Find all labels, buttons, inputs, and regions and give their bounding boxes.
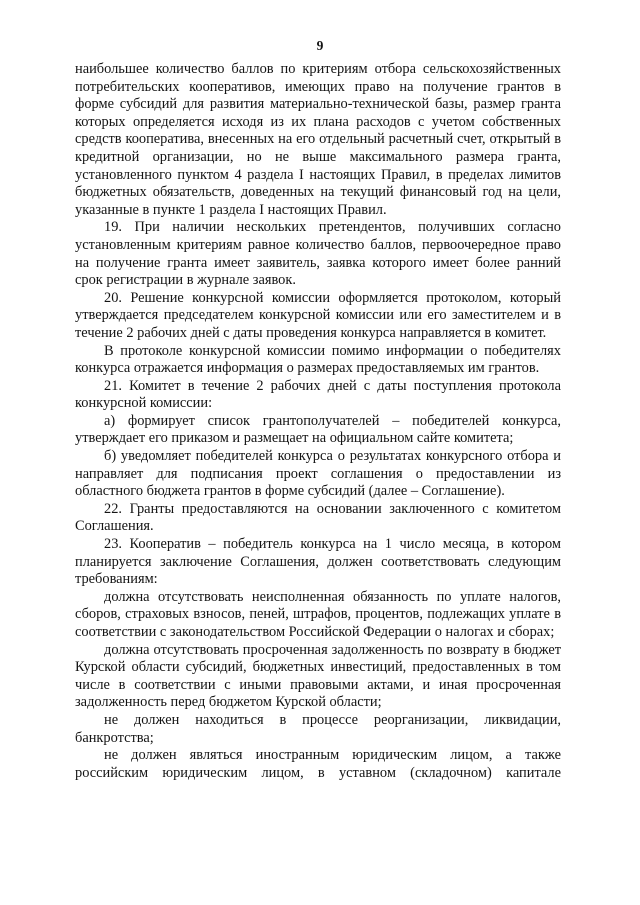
document-body: [75, 61, 561, 782]
paragraph-20: 20. Решение конкурсной комиссии оформляется протоколом, который утверждается председателем конкурсной комиссии или его заместителем и в течение 2 рабочих дней с даты проведения конкурса направляется в комитет.: [75, 289, 561, 341]
paragraph-19: 19. При наличии нескольких претендентов, получивших согласно установленным критериям равное количество баллов, первоочередное право на получение гранта имеет заявитель, заявка которого имеет более ранний срок регистрации в журнале заявок.: [75, 219, 561, 289]
requirement-not-foreign-entity: не должен являться иностранным юридическим лицом, а также российским юридическим лицом, в уставном (складочном) капитале: [75, 747, 561, 781]
paragraph-21: 21. Комитет в течение 2 рабочих дней с даты поступления протокола конкурсной комиссии:: [75, 377, 561, 412]
page-number: 9: [316, 38, 324, 53]
paragraph-23: 23. Кооператив – победитель конкурса на 1 число месяца, в котором планируется заключение Соглашения, должен соответствовать следующим требованиям:: [75, 536, 561, 588]
paragraph-protocol-info: В протоколе конкурсной комиссии помимо информации о победителях конкурса отражается информация о размерах предоставляемых им грантов.: [75, 342, 561, 377]
paragraph-22: 22. Гранты предоставляются на основании заключенного с комитетом Соглашения.: [75, 500, 561, 535]
requirement-no-tax-debt: должна отсутствовать неисполненная обязанность по уплате налогов, сборов, страховых взносов, пеней, штрафов, процентов, подлежащих уплате в соответствии с законодательством Российской Федерации о налогах и сборах;: [75, 588, 561, 640]
paragraph-21b: б) уведомляет победителей конкурса о результатах конкурсного отбора и направляет для подписания проект соглашения о предоставлении из областного бюджета грантов в форме субсидий (далее – Соглашение).: [75, 448, 561, 500]
paragraph-continuation: наибольшее количество баллов по критериям отбора сельскохозяйственных потребительских кооперативов, имеющих право на получение грантов в форме субсидий для развития материально-технической базы, размер гранта которых определяется исходя из их плана расходов с учетом собственных средств кооператива, внесенных на его отдельный расчетный счет, открытый в кредитной организации, но не выше максимального размера гранта, установленного пунктом 4 раздела I настоящих Правил, в пределах лимитов бюджетных обязательств, доведенных на текущий финансовый год на цели, указанные в пункте 1 раздела I настоящих Правил.: [75, 61, 561, 218]
requirement-no-overdue-debt: должна отсутствовать просроченная задолженность по возврату в бюджет Курской области субсидий, бюджетных инвестиций, предоставленных в том числе в соответствии с иными правовыми актами, и иная просроченная задолженность перед бюджетом Курской области;: [75, 641, 561, 711]
requirement-no-reorganization: не должен находиться в процессе реорганизации, ликвидации, банкротства;: [75, 711, 561, 746]
paragraph-21a: а) формирует список грантополучателей – победителей конкурса, утверждает его приказом и размещает на официальном сайте комитета;: [75, 412, 561, 447]
